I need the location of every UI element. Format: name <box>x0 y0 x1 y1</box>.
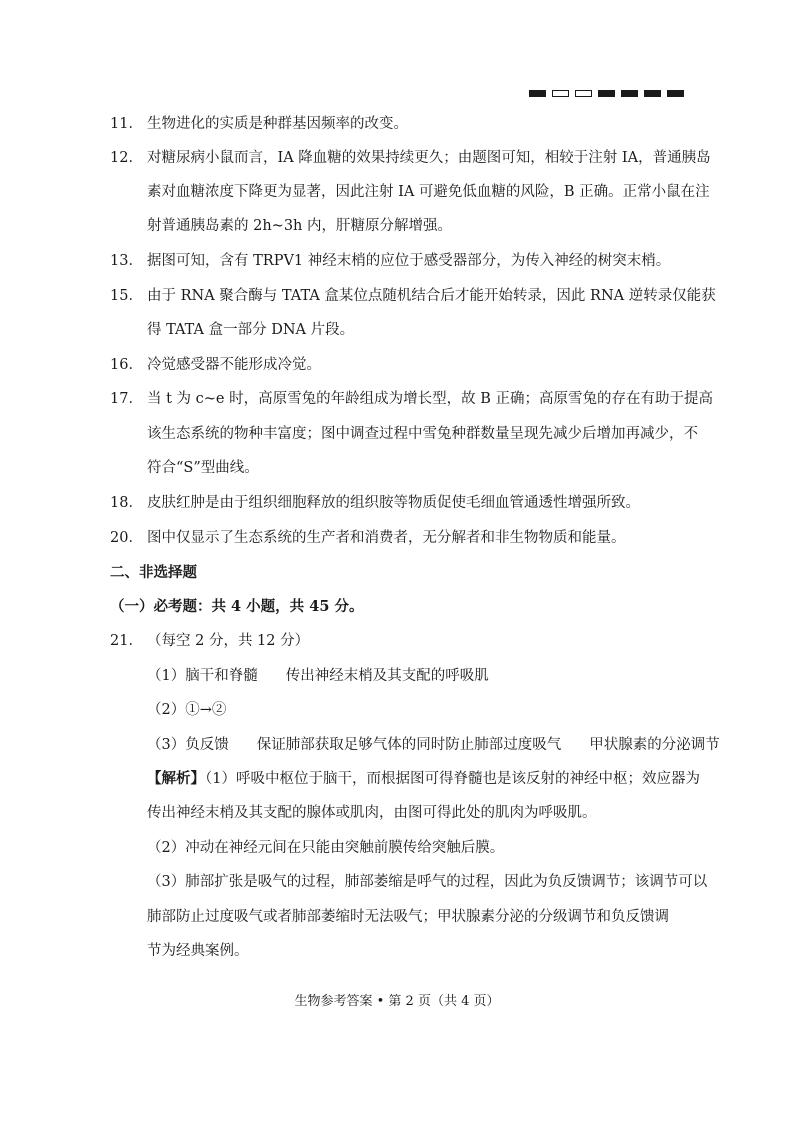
item-12-line-2: 素对血糖浓度下降更为显著，因此注射 IA 可避免低血糖的风险，B 正确。正常小鼠在注 <box>147 184 710 200</box>
item-number: 11． <box>110 116 143 132</box>
header-mark <box>575 90 592 97</box>
item-text: 皮肤红肿是由于组织细胞释放的组织胺等物质促使毛细血管通透性增强所致。 <box>147 495 640 511</box>
page-footer: 生物参考答案 • 第 2 页（共 4 页） <box>294 994 500 1009</box>
item-11 <box>110 114 408 134</box>
item-text: 冷觉感受器不能形成冷觉。 <box>147 357 321 373</box>
item-20 <box>110 528 626 548</box>
item-text: 由于 RNA 聚合酶与 TATA 盒某位点随机结合后才能开始转录，因此 RNA 逆转录仅能获 <box>147 288 716 304</box>
analysis-1-line-2: 传出神经末梢及其支配的腺体或肌肉，由图可得此处的肌肉为呼吸肌。 <box>147 805 597 821</box>
item-17 <box>110 389 713 409</box>
answer-2: （2）①→② <box>147 702 227 718</box>
item-15 <box>110 286 716 306</box>
item-number: 16． <box>110 357 143 373</box>
item-12 <box>110 148 711 168</box>
header-mark <box>598 90 615 97</box>
item-number: 17． <box>110 391 143 407</box>
item-15-line-2: 得 TATA 盒一部分 DNA 片段。 <box>147 322 355 338</box>
item-score: （每空 2 分，共 12 分） <box>147 633 310 649</box>
item-text: 当 t 为 c~e 时，高原雪兔的年龄组成为增长型，故 B 正确；高原雪兔的存在有助于提高 <box>147 391 713 407</box>
answer-3-a: （3）负反馈 <box>147 737 229 753</box>
item-13 <box>110 251 670 271</box>
header-mark <box>644 90 661 97</box>
item-text: 对糖尿病小鼠而言，IA 降血糖的效果持续更久；由题图可知，相较于注射 IA，普通胰岛 <box>147 150 711 166</box>
item-number: 18． <box>110 495 143 511</box>
analysis-2: （2）冲动在神经元间在只能由突触前膜传给突触后膜。 <box>147 840 505 856</box>
item-17-line-2: 该生态系统的物种丰富度；图中调查过程中雪兔种群数量呈现先减少后增加再减少，不 <box>147 426 698 442</box>
subsection-title: （一）必考题：共 4 小题，共 45 分。 <box>110 598 364 615</box>
item-21 <box>110 631 309 651</box>
item-number: 13． <box>110 253 143 269</box>
analysis-1-text: （1）呼吸中枢位于脑干，而根据图可得脊髓也是该反射的神经中枢；效应器为 <box>205 771 700 787</box>
item-text: 据图可知，含有 TRPV1 神经末梢的应位于感受器部分，为传入神经的树突末梢。 <box>147 253 671 269</box>
answer-3-c: 甲状腺素的分泌调节 <box>589 737 720 753</box>
item-number: 12． <box>110 150 143 166</box>
item-text: 生物进化的实质是种群基因频率的改变。 <box>147 116 408 132</box>
item-12-line-3: 射普通胰岛素的 2h~3h 内，肝糖原分解增强。 <box>147 218 452 234</box>
item-16 <box>110 355 321 375</box>
answer-3-b: 保证肺部获取足够气体的同时防止肺部过度吸气 <box>256 737 562 753</box>
header-mark <box>552 90 569 97</box>
item-18 <box>110 493 640 513</box>
item-number: 21． <box>110 633 143 649</box>
answer-1-a: （1）脑干和脊髓 <box>147 668 258 684</box>
answer-1 <box>147 666 489 686</box>
section-title: 二、非选择题 <box>110 564 197 581</box>
item-17-line-3: 符合“S”型曲线。 <box>147 460 259 476</box>
analysis-3-line-3: 节为经典案例。 <box>147 943 249 959</box>
analysis-3: （3）肺部扩张是吸气的过程，肺部萎缩是呼气的过程，因此为负反馈调节；该调节可以 <box>147 874 708 890</box>
header-mark <box>529 90 546 97</box>
answer-1-b: 传出神经末梢及其支配的呼吸肌 <box>285 668 489 684</box>
analysis-1 <box>147 769 700 789</box>
header-mark <box>667 90 684 97</box>
header-marks <box>529 90 684 98</box>
answer-3 <box>147 735 720 755</box>
item-number: 20． <box>110 530 143 546</box>
item-text: 图中仅显示了生态系统的生产者和消费者，无分解者和非生物物质和能量。 <box>147 530 626 546</box>
header-mark <box>621 90 638 97</box>
analysis-label: 【解析】 <box>147 770 205 787</box>
analysis-3-line-2: 肺部防止过度吸气或者肺部萎缩时无法吸气；甲状腺素分泌的分级调节和负反馈调 <box>147 909 669 925</box>
item-number: 15． <box>110 288 143 304</box>
